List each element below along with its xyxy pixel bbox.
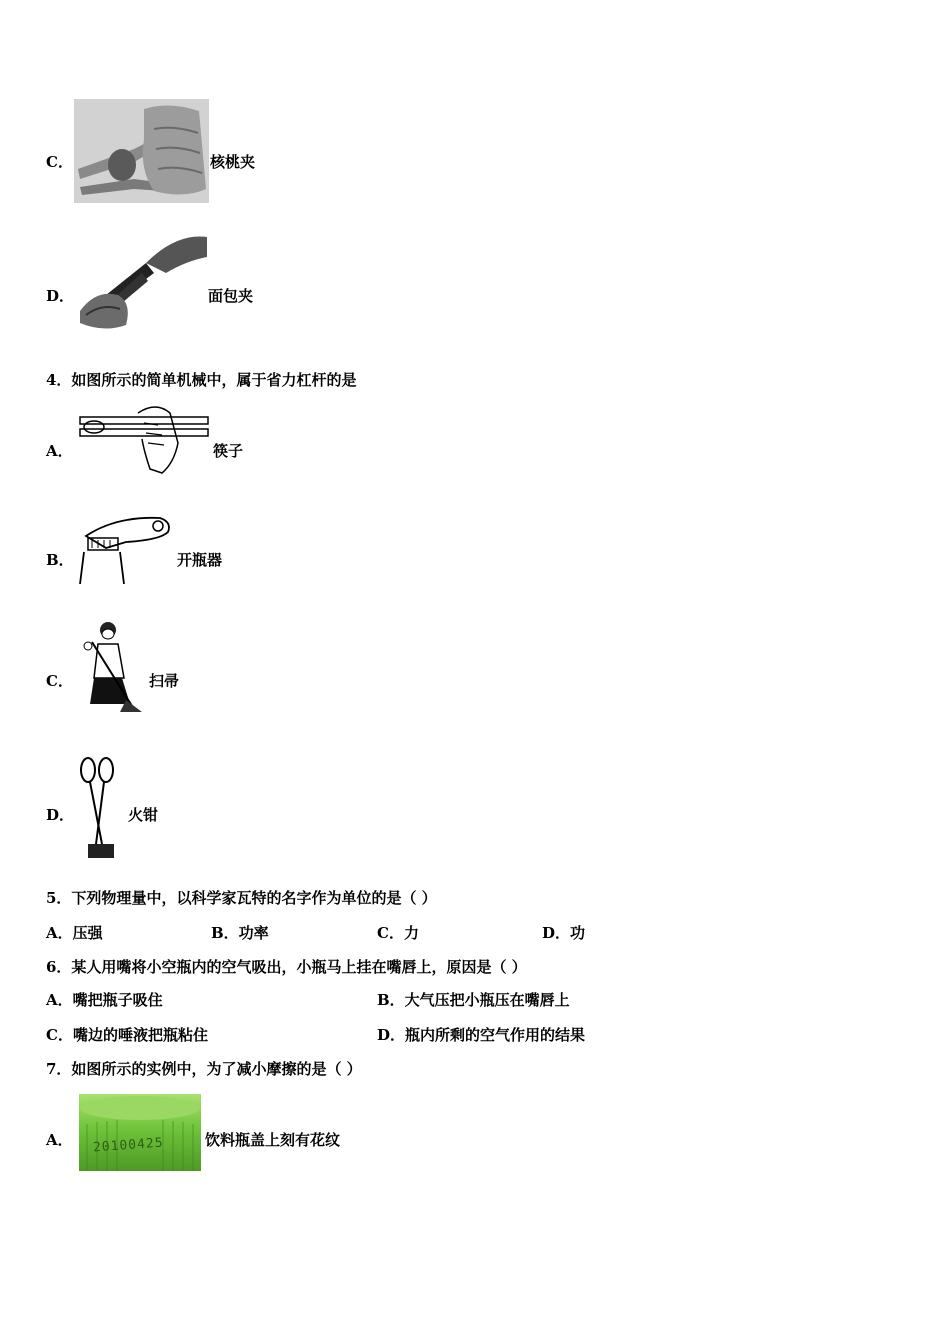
q4-option-label-a: 筷子 xyxy=(213,442,244,460)
question-5-stem: 5．下列物理量中，以科学家瓦特的名字作为单位的是（ ） xyxy=(46,889,437,907)
q6-option-d: D．瓶内所剩的空气作用的结果 xyxy=(377,1026,586,1044)
chopsticks-image xyxy=(78,403,210,475)
question-7-stem: 7．如图所示的实例中，为了减小摩擦的是（ ） xyxy=(46,1060,362,1078)
question-6-stem: 6．某人用嘴将小空瓶内的空气吸出，小瓶马上挂在嘴唇上，原因是（ ） xyxy=(46,958,527,976)
broom-image xyxy=(80,618,144,714)
q5-option-a: A．压强 xyxy=(46,924,103,942)
nutcracker-image xyxy=(74,99,209,203)
fire-tongs-image xyxy=(78,756,118,862)
bottle-opener-image xyxy=(76,512,174,584)
option-label-d: 面包夹 xyxy=(208,287,254,305)
q6-option-c: C．嘴边的唾液把瓶粘住 xyxy=(46,1026,208,1044)
q6-option-b: B．大气压把小瓶压在嘴唇上 xyxy=(377,991,570,1009)
q4-option-label-d: 火钳 xyxy=(128,806,159,824)
q7-option-letter-a: A． xyxy=(46,1131,73,1149)
option-label-c: 核桃夹 xyxy=(210,153,256,171)
option-letter-d: D． xyxy=(46,287,75,305)
option-letter-c: C． xyxy=(46,153,73,171)
q5-option-d: D．功 xyxy=(542,924,586,942)
q5-option-c: C．力 xyxy=(377,924,419,942)
bread-tongs-image xyxy=(76,233,208,335)
q4-option-letter-b: B． xyxy=(46,551,74,569)
q4-option-letter-c: C． xyxy=(46,672,73,690)
question-4-stem: 4．如图所示的简单机械中，属于省力杠杆的是 xyxy=(46,371,357,389)
q4-option-label-b: 开瓶器 xyxy=(177,551,223,569)
bottle-cap-print: 20100425 xyxy=(92,1135,165,1156)
q4-option-letter-d: D． xyxy=(46,806,75,824)
q4-option-letter-a: A． xyxy=(46,442,73,460)
bottle-cap-image xyxy=(79,1094,201,1171)
q4-option-label-c: 扫帚 xyxy=(149,672,180,690)
q6-option-a: A．嘴把瓶子吸住 xyxy=(46,991,163,1009)
q7-option-label-a: 饮料瓶盖上刻有花纹 xyxy=(205,1131,341,1149)
q5-option-b: B．功率 xyxy=(211,924,269,942)
